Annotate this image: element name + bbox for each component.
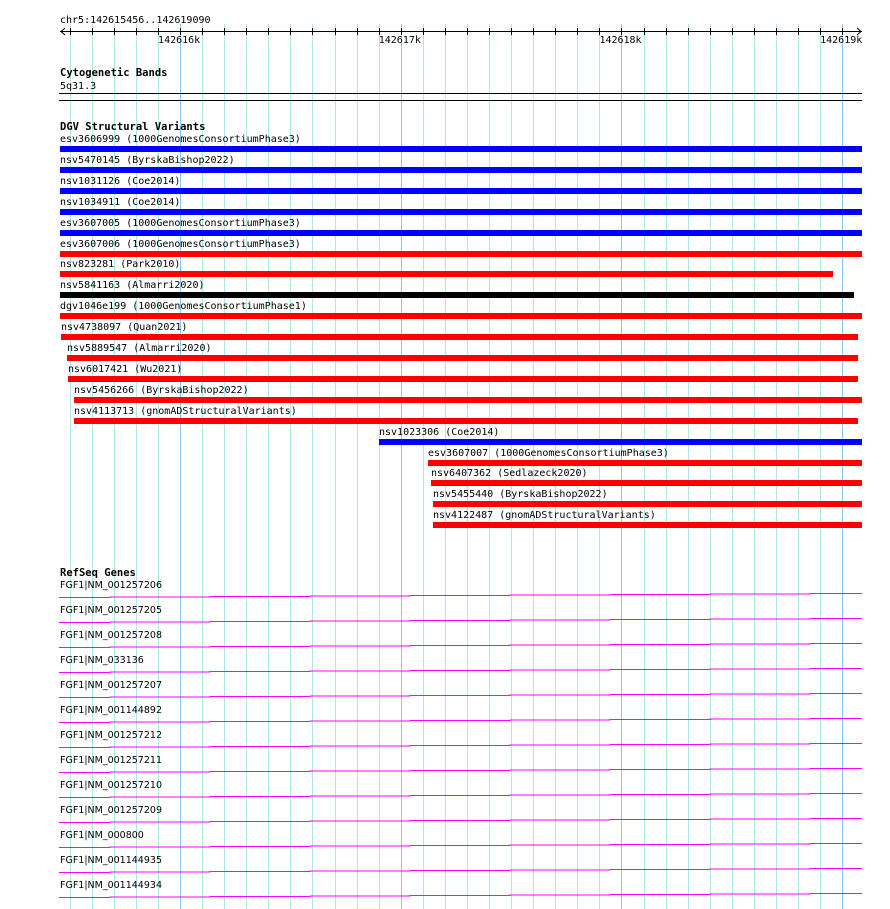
variant-label[interactable]: nsv4122487 (gnomADStructuralVariants) [433,510,656,521]
variant-bar[interactable] [379,439,862,445]
variant-bar[interactable] [431,480,862,486]
gene-model-line [59,894,862,898]
cytoband-track-title: Cytogenetic Bands [60,67,168,79]
variant-label[interactable]: nsv4738097 (Quan2021) [61,322,188,333]
gene-model-line [59,594,862,598]
gene-model-line [59,769,862,773]
gene-label[interactable]: FGF1|NM_001257208 [60,630,162,641]
gene-model-line [59,819,862,823]
cytoband-label: 5q31.3 [60,81,97,92]
gene-model-line [59,869,862,873]
gene-model-line [59,844,862,848]
variant-bar[interactable] [60,251,862,257]
variant-bar[interactable] [74,397,862,403]
variant-label[interactable]: nsv1031126 (Coe2014) [60,176,181,187]
gene-model-line [59,694,862,698]
variant-bar[interactable] [74,418,858,424]
gene-model-line [59,719,862,723]
gene-model-line [59,669,862,673]
variant-bar[interactable] [60,271,833,277]
variant-label[interactable]: esv3606999 (1000GenomesConsortiumPhase3) [60,134,301,145]
variant-bar[interactable] [60,292,854,298]
variant-label[interactable]: nsv5841163 (Almarri2020) [60,280,205,291]
variant-bar[interactable] [60,188,862,194]
variant-bar[interactable] [60,146,862,152]
gene-model-line [59,644,862,648]
variant-label[interactable]: nsv823281 (Park2010) [60,259,181,270]
variant-label[interactable]: nsv5456266 (ByrskaBishop2022) [74,385,249,396]
gene-label[interactable]: FGF1|NM_001144892 [60,705,162,716]
ruler-tick-label: 142617k [378,35,421,46]
gene-label[interactable]: FGF1|NM_001257210 [60,780,162,791]
ruler-tick-label: 142618k [599,35,642,46]
variant-label[interactable]: nsv5470145 (ByrskaBishop2022) [60,155,235,166]
gene-label[interactable]: FGF1|NM_001257207 [60,680,162,691]
variant-bar[interactable] [428,460,862,466]
variant-label[interactable]: esv3607006 (1000GenomesConsortiumPhase3) [60,239,301,250]
variant-bar[interactable] [433,522,862,528]
gene-label[interactable]: FGF1|NM_001257212 [60,730,162,741]
variant-label[interactable]: nsv4113713 (gnomADStructuralVariants) [74,406,297,417]
variant-label[interactable]: esv3607007 (1000GenomesConsortiumPhase3) [428,448,669,459]
variant-bar[interactable] [60,167,862,173]
dgv-track-title: DGV Structural Variants [60,121,206,133]
refseq-track-title: RefSeq Genes [60,567,136,579]
variant-bar[interactable] [67,355,858,361]
variant-bar[interactable] [68,376,858,382]
track-divider [59,100,862,101]
variant-bar[interactable] [60,313,862,319]
gene-label[interactable]: FGF1|NM_001257211 [60,755,162,766]
variant-label[interactable]: nsv1023306 (Coe2014) [379,427,500,438]
gene-label[interactable]: FGF1|NM_001144934 [60,880,162,891]
gene-label[interactable]: FGF1|NM_001144935 [60,855,162,866]
variant-bar[interactable] [433,501,862,507]
gene-label[interactable]: FGF1|NM_001257209 [60,805,162,816]
ruler-tick-label: 142616k [158,35,201,46]
variant-label[interactable]: esv3607005 (1000GenomesConsortiumPhase3) [60,218,301,229]
variant-label[interactable]: nsv6017421 (Wu2021) [68,364,183,375]
gene-model-line [59,794,862,798]
gene-label[interactable]: FGF1|NM_001257205 [60,605,162,616]
variant-bar[interactable] [60,230,862,236]
gene-label[interactable]: FGF1|NM_001257206 [60,580,162,591]
location-label: chr5:142615456..142619090 [60,15,211,26]
gene-model-line [59,744,862,748]
variant-label[interactable]: nsv5455440 (ByrskaBishop2022) [433,489,608,500]
gene-label[interactable]: FGF1|NM_033136 [60,655,144,666]
variant-label[interactable]: nsv6407362 (Sedlazeck2020) [431,468,588,479]
variant-bar[interactable] [60,209,862,215]
ruler-tick-label: 142619k [820,35,863,46]
variant-label[interactable]: nsv1034911 (Coe2014) [60,197,181,208]
variant-label[interactable]: nsv5889547 (Almarri2020) [67,343,212,354]
gene-label[interactable]: FGF1|NM_000800 [60,830,144,841]
variant-bar[interactable] [61,334,858,340]
cytoband-line [59,93,862,94]
variant-label[interactable]: dgv1046e199 (1000GenomesConsortiumPhase1) [60,301,307,312]
gene-model-line [59,619,862,623]
